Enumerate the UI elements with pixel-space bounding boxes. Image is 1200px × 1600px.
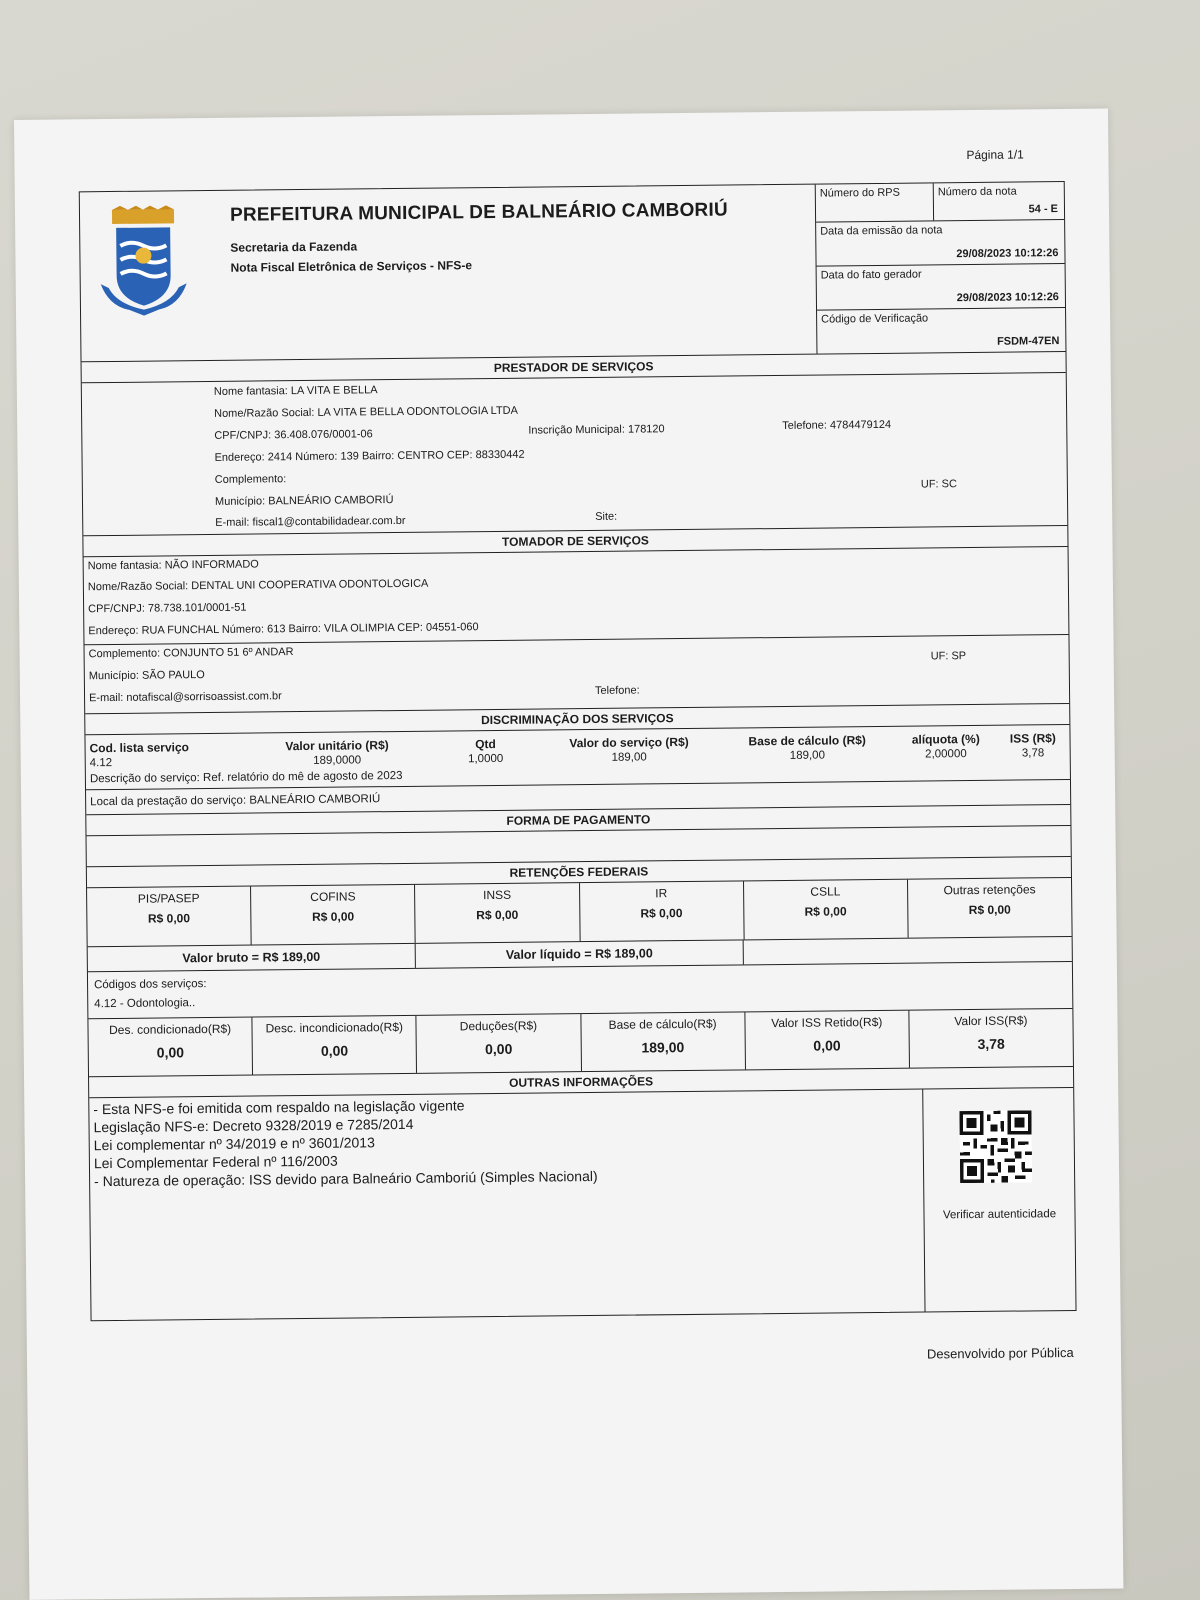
issue-date: 29/08/2023 10:12:26 bbox=[956, 247, 1059, 261]
provider-state: UF: SC bbox=[920, 478, 957, 491]
customer-legal-name: Nome/Razão Social: DENTAL UNI COOPERATIVA ODONTOLOGICA bbox=[87, 577, 429, 594]
conditional-discount: Des. condicionado(R$) 0,00 bbox=[88, 1018, 253, 1077]
retention-ir: IR R$ 0,00 bbox=[580, 881, 745, 941]
provider-municipal-registration: Inscrição Municipal: 178120 bbox=[528, 423, 665, 437]
payment-section-title: FORMA DE PAGAMENTO bbox=[86, 805, 1070, 836]
page-number: Página 1/1 bbox=[966, 147, 1024, 163]
verification-code-box: Código de Verificação FSDM-47EN bbox=[821, 312, 1060, 348]
invoice-number-box: Número da nota 54 - E bbox=[937, 185, 1059, 216]
provider-legal-name: Nome/Razão Social: LA VITA E BELLA ODONTOLOGIA LTDA bbox=[214, 404, 518, 420]
provider-section bbox=[82, 352, 1068, 536]
verify-authenticity-label: Verificar autenticidade bbox=[942, 1208, 1057, 1222]
provider-section-title: PRESTADOR DE SERVIÇOS bbox=[82, 352, 1066, 383]
tax-totals-grid bbox=[88, 1009, 1073, 1077]
provider-email: E-mail: fiscal1@contabilidadear.com.br bbox=[215, 514, 406, 529]
provider-city: Município: BALNEÁRIO CAMBORIÚ bbox=[214, 494, 394, 508]
other-info-section bbox=[89, 1067, 1075, 1320]
municipality-title: PREFEITURA MUNICIPAL DE BALNEÁRIO CAMBORIÚ bbox=[229, 199, 728, 226]
gross-value: Valor bruto = R$ 189,00 bbox=[88, 944, 416, 971]
retention-csll: CSLL R$ 0,00 bbox=[744, 880, 909, 940]
federal-retentions-section bbox=[87, 857, 1072, 947]
department-name: Secretaria da Fazenda bbox=[230, 239, 358, 255]
deductions: Deduções(R$) 0,00 bbox=[417, 1014, 582, 1073]
retentions-grid bbox=[87, 878, 1072, 946]
provider-phone: Telefone: 4784479124 bbox=[782, 418, 892, 432]
document-header bbox=[80, 182, 1066, 362]
service-location: Local da prestação do serviço: BALNEÁRIO CAMBORIÚ bbox=[86, 780, 1070, 815]
service-description: Descrição do serviço: Ref. relatório do mê de agosto de 2023 bbox=[89, 769, 403, 786]
other-info-text: - Esta NFS-e foi emitida com respaldo na legislação vigente Legislação NFS-e: Decreto 9328/2019 e 7285/2014 Lei complementar nº 34/2019 e nº 3601/2013 Lei Complementar Federal nº 116/2003 - Natureza de operação: ISS devido para Balneário Camboriú (Simples Nacional) bbox=[89, 1090, 925, 1321]
customer-complement: Complemento: CONJUNTO 51 6º ANDAR bbox=[88, 646, 294, 661]
unconditional-discount: Desc. incondicionado(R$) 0,00 bbox=[253, 1016, 418, 1075]
iss-value: Valor ISS(R$) 3,78 bbox=[954, 1013, 1028, 1052]
customer-section-title: TOMADOR DE SERVIÇOS bbox=[83, 526, 1067, 557]
services-table-row: 4.12 189,0000 1,0000 189,00 189,00 2,00000 3,78 bbox=[89, 747, 1045, 770]
municipal-crest-icon bbox=[98, 205, 189, 321]
retentions-section-title: RETENÇÕES FEDERAIS bbox=[87, 857, 1071, 888]
service-codes-label: Códigos dos serviços: bbox=[94, 978, 207, 992]
calculation-base: Base de cálculo(R$) 189,00 bbox=[581, 1012, 746, 1071]
services-table-header: Cod. lista serviço Valor unitário (R$) Qtd Valor do serviço (R$) Base de cálculo (R$) alíquota (%) ISS (R$) bbox=[89, 731, 1056, 756]
qr-code-icon[interactable] bbox=[959, 1110, 1032, 1183]
invoice-paper bbox=[14, 109, 1123, 1600]
verification-code: FSDM-47EN bbox=[996, 335, 1060, 348]
iss-withheld: Valor ISS Retido(R$) 0,00 bbox=[745, 1011, 910, 1070]
customer-phone: Telefone: bbox=[594, 684, 640, 697]
services-section bbox=[85, 704, 1070, 790]
retention-others: Outras retenções R$ 0,00 bbox=[943, 882, 1036, 918]
customer-cnpj: CPF/CNPJ: 78.738.101/0001-51 bbox=[88, 601, 247, 616]
retention-cofins: COFINS R$ 0,00 bbox=[251, 885, 416, 945]
provider-site: Site: bbox=[595, 510, 618, 523]
issue-date-box: Data da emissão da nota 29/08/2023 10:12:26 bbox=[816, 220, 1064, 267]
invoice-number: 54 - E bbox=[1028, 203, 1059, 216]
services-section-title: DISCRIMINAÇÃO DOS SERVIÇOS bbox=[85, 704, 1069, 735]
provider-cnpj: CPF/CNPJ: 36.408.076/0001-06 bbox=[214, 428, 373, 442]
other-info-title: OUTRAS INFORMAÇÕES bbox=[89, 1067, 1073, 1098]
provider-address: Endereço: 2414 Número: 139 Bairro: CENTRO CEP: 88330442 bbox=[214, 448, 525, 464]
customer-trade-name: Nome fantasia: NÃO INFORMADO bbox=[87, 558, 259, 573]
customer-address: Endereço: RUA FUNCHAL Número: 613 Bairro: VILA OLIMPIA CEP: 04551-060 bbox=[88, 621, 479, 638]
customer-city: Município: SÃO PAULO bbox=[88, 669, 205, 683]
customer-state: UF: SP bbox=[930, 650, 967, 663]
event-date-box: Data do fato gerador 29/08/2023 10:12:26 bbox=[817, 264, 1065, 311]
event-date: 29/08/2023 10:12:26 bbox=[956, 291, 1059, 305]
provider-trade-name: Nome fantasia: LA VITA E BELLA bbox=[213, 384, 378, 398]
developer-credit: Desenvolvido por Pública bbox=[926, 1344, 1074, 1362]
customer-email: E-mail: notafiscal@sorrisoassist.com.br bbox=[88, 690, 282, 705]
rps-number-box: Número do RPS bbox=[816, 183, 934, 221]
retention-pis: PIS/PASEP R$ 0,00 bbox=[87, 887, 252, 947]
document-type: Nota Fiscal Eletrônica de Serviços - NFS-e bbox=[230, 258, 473, 275]
net-value: Valor líquido = R$ 189,00 bbox=[416, 940, 744, 967]
nfse-document bbox=[79, 181, 1077, 1321]
customer-section bbox=[83, 526, 1069, 714]
provider-complement: Complemento: bbox=[214, 473, 287, 486]
service-codes-value: 4.12 - Odontologia.. bbox=[94, 997, 196, 1011]
retention-inss: INSS R$ 0,00 bbox=[415, 883, 580, 943]
